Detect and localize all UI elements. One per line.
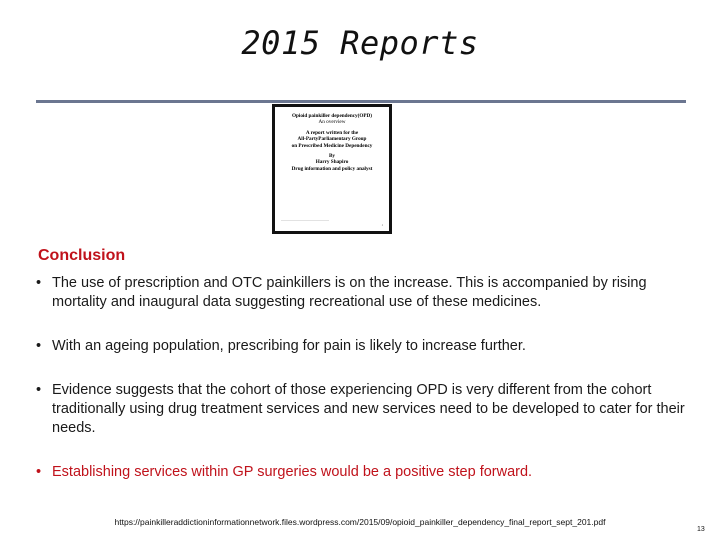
thumb-by: By [328, 153, 336, 160]
bullet-item [36, 381, 686, 438]
title-divider [36, 100, 686, 103]
conclusion-bullet-list [36, 274, 686, 507]
thumb-footer-line: ________________________________ [281, 217, 329, 221]
report-cover-thumbnail [272, 104, 392, 234]
conclusion-heading: Conclusion [38, 247, 126, 264]
bullet-item [36, 274, 686, 312]
report-cover-text [283, 113, 381, 172]
bullet-item [36, 463, 686, 482]
bullet-marker: • [36, 382, 42, 398]
thumb-line-4: All-PartyParliamentary Group [297, 136, 367, 143]
source-url[interactable]: https://painkilleraddictioninformationnetwork.files.wordpress.com/2015/09/opioid_painkiller_dependency_final_report_sept_201.pdf [114, 517, 606, 527]
bullet-text: Evidence suggests that the cohort of those experiencing OPD is very different from the cohort traditionally using drug treatment services and new services need to be developed to cater for their needs. [52, 382, 685, 436]
slide-page-number: 13 [697, 526, 705, 533]
slide-title: 2015 Reports [241, 24, 479, 62]
bullet-text: Establishing services within GP surgeries would be a positive step forward. [52, 464, 533, 480]
bullet-text: The use of prescription and OTC painkillers is on the increase. This is accompanied by rising mortality and inaugural data suggesting recreational use of these medicines. [52, 275, 647, 310]
thumb-subtitle-line: An overview [318, 119, 346, 126]
thumb-line-3: A report written for the [305, 129, 359, 136]
bullet-item [36, 337, 686, 356]
thumb-author-role: Drug information and policy analyst [291, 165, 373, 172]
bullet-marker: • [36, 275, 42, 291]
thumb-title-line: Opioid painkiller dependency(OPD) [291, 113, 373, 119]
thumb-line-5: on Prescribed Medicine Dependency [291, 142, 373, 149]
bullet-marker: • [36, 338, 42, 354]
thumb-page-number: 1 [381, 223, 383, 227]
bullet-marker: • [36, 464, 42, 480]
thumb-author: Harry Shapiro [315, 159, 349, 166]
bullet-text: With an ageing population, prescribing for pain is likely to increase further. [52, 338, 526, 354]
